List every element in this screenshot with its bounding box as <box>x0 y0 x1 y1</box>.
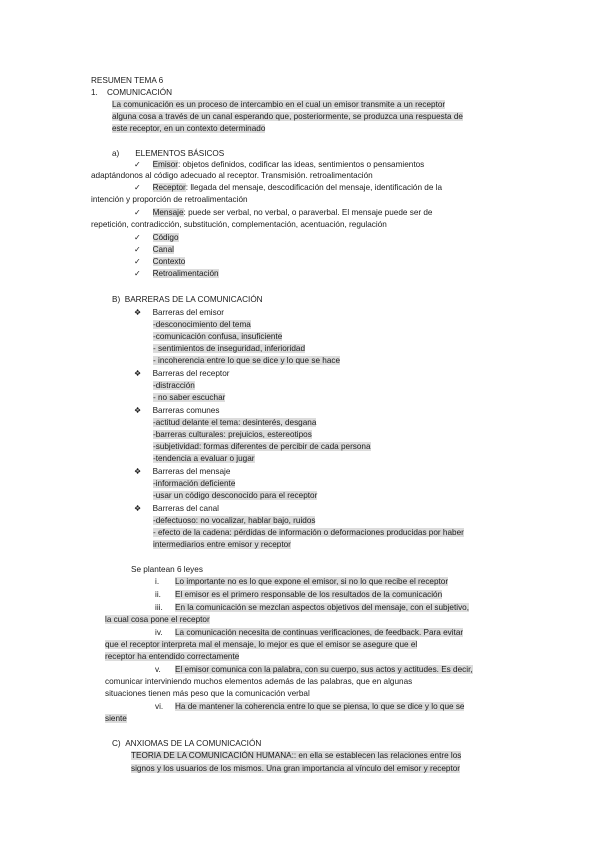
barrier-group-emisor: ❖ Barreras del emisor <box>134 308 224 317</box>
barrier-group-mensaje: ❖ Barreras del mensaje <box>134 467 231 476</box>
barrier-group-comunes: ❖ Barreras comunes <box>134 406 220 415</box>
list-item-receptor: ✓ Receptor: llegada del mensaje, descodificación del mensaje, identificación de la <box>134 183 443 192</box>
list-item-canal: ✓ Canal <box>134 245 174 254</box>
barrier-item: -barreras culturales: prejuicios, estereotipos <box>153 430 312 439</box>
laws-intro: Se plantean 6 leyes <box>131 565 203 574</box>
list-item-receptor-cont: intención y proporción de retroalimentación <box>91 195 248 204</box>
checkmark-icon: ✓ <box>134 183 141 192</box>
barrier-item: -información deficiente <box>153 479 236 488</box>
law-iii: iii. En la comunicación se mezclan aspectos objetivos del mensaje, con el subjetivo, <box>155 603 469 612</box>
barrier-item: -comunicación confusa, insuficiente <box>153 332 283 341</box>
list-item-mensaje-cont: repetición, contradicción, substitución, complementación, acentuación, regulación <box>91 220 387 229</box>
barrier-item: - sentimientos de inseguridad, inferioridad <box>153 344 306 353</box>
barrier-item: -actitud delante el tema: desinterés, desgana <box>153 418 317 427</box>
barrier-item: - efecto de la cadena: pérdidas de información o deformaciones producidas por haber <box>153 528 464 537</box>
intro-line-1: La comunicación es un proceso de intercambio en el cual un emisor transmite a un receptor <box>112 100 446 109</box>
c-theory: TEORIA DE LA COMUNICACIÓN HUMANA:: en ella se establecen las relaciones entre los <box>131 751 462 760</box>
checkmark-icon: ✓ <box>134 257 141 266</box>
law-iv: iv. La comunicación necesita de continuas verificaciones, de feedback. Para evitar <box>155 628 464 637</box>
law-iii-cont: la cual cosa pone el receptor <box>105 615 210 624</box>
diamond-bullet-icon: ❖ <box>134 406 142 415</box>
list-item-emisor: ✓ Emisor: objetos definidos, codificar las ideas, sentimientos o pensamientos <box>134 160 425 169</box>
diamond-bullet-icon: ❖ <box>134 308 142 317</box>
law-ii: ii. El emisor es el primero responsable de los resultados de la comunicación <box>155 590 443 599</box>
document-title: RESUMEN TEMA 6 <box>91 76 164 85</box>
section-1-heading <box>91 87 172 98</box>
checkmark-icon: ✓ <box>134 269 141 278</box>
section-title: COMUNICACIÓN <box>106 88 172 97</box>
barrier-item: -desconocimiento del tema <box>153 320 251 329</box>
barrier-item: -distracción <box>153 381 195 390</box>
law-v-cont-1: comunicar interviniendo muchos elementos además de las palabras, que en algunas <box>105 677 413 686</box>
law-iv-cont-2: receptor ha entendido correctamente <box>105 652 240 661</box>
barrier-item: -defectuoso: no vocalizar, hablar bajo, ruidos <box>153 516 316 525</box>
barrier-item: intermediarios entre emisor y receptor <box>153 540 291 549</box>
law-v-cont-2: situaciones tienen más peso que la comunicación verbal <box>105 689 310 698</box>
list-item-codigo: ✓ Código <box>134 233 179 242</box>
checkmark-icon: ✓ <box>134 233 141 242</box>
barrier-item: -usar un código desconocido para el receptor <box>153 491 318 500</box>
list-item-emisor-cont: adaptándonos al código adecuado al receptor. Transmisión. retroalimentación <box>91 171 373 180</box>
barrier-group-receptor: ❖ Barreras del receptor <box>134 369 230 378</box>
list-item-retroalimentacion: ✓ Retroalimentación <box>134 269 219 278</box>
list-item-contexto: ✓ Contexto <box>134 257 186 266</box>
diamond-bullet-icon: ❖ <box>134 467 142 476</box>
diamond-bullet-icon: ❖ <box>134 369 142 378</box>
barrier-item: - no saber escuchar <box>153 393 226 402</box>
barrier-group-canal: ❖ Barreras del canal <box>134 504 220 513</box>
barrier-item: - incoherencia entre lo que se dice y lo que se hace <box>153 356 341 365</box>
subsection-c-heading: C) ANXIOMAS DE LA COMUNICACIÓN <box>112 739 262 748</box>
checkmark-icon: ✓ <box>134 208 141 217</box>
law-iv-cont-1: que el receptor interpreta mal el mensaje, lo mejor es que el emisor se asegure que el <box>105 640 418 649</box>
barrier-item: -tendencia a evaluar o jugar <box>153 454 255 463</box>
law-v: v. El emisor comunica con la palabra, con su cuerpo, sus actos y actitudes. Es decir, <box>155 665 473 674</box>
subsection-b-heading: B) BARRERAS DE LA COMUNICACIÓN <box>112 295 263 304</box>
law-vi: vi. Ha de mantener la coherencia entre lo que se piensa, lo que se dice y lo que se <box>155 702 465 711</box>
diamond-bullet-icon: ❖ <box>134 504 142 513</box>
list-item-mensaje: ✓ Mensaje: puede ser verbal, no verbal, o paraverbal. El mensaje puede ser de <box>134 208 433 217</box>
law-vi-cont: siente <box>105 714 127 723</box>
intro-line-2: alguna cosa a través de un canal esperando que, posteriormente, se produzca una respuesta de <box>112 112 463 121</box>
section-number: 1. <box>91 88 98 97</box>
checkmark-icon: ✓ <box>134 160 141 169</box>
subsection-a-heading: a) ELEMENTOS BÁSICOS <box>112 149 225 158</box>
barrier-item: -subjetividad: formas diferentes de percibir de cada persona <box>153 442 371 451</box>
c-theory-cont: signos y los usuarios de los mismos. Una gran importancia al vínculo del emisor y receptor <box>131 764 461 773</box>
checkmark-icon: ✓ <box>134 245 141 254</box>
intro-line-3: este receptor, en un contexto determinado <box>112 124 266 133</box>
law-i: i. Lo importante no es lo que expone el emisor, si no lo que recibe el receptor <box>155 577 449 586</box>
